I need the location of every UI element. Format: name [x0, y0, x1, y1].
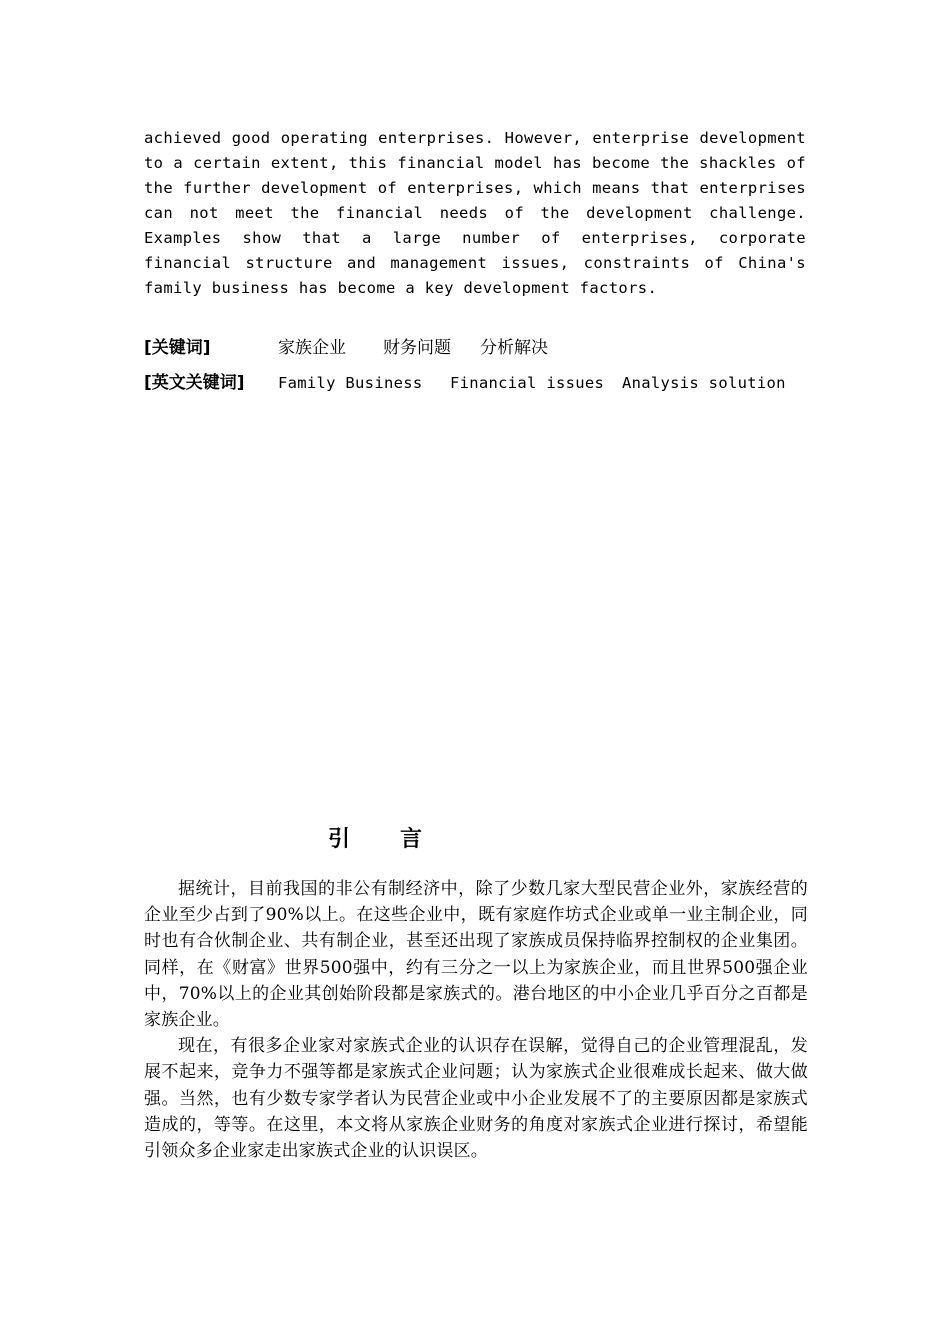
keywords-cn-label: [关键词]: [144, 338, 211, 358]
introduction-body: [144, 876, 808, 1164]
introduction-title: 引言: [328, 827, 473, 852]
keyword-en-item: Financial issues: [450, 374, 605, 392]
introduction-paragraph: 据统计，目前我国的非公有制经济中，除了少数几家大型民营企业外，家族经营的企业至少占到了90%以上。在这些企业中，既有家庭作坊式企业或单一业主制企业，同时也有合伙制企业、共有制企业，甚至还出现了家族成员保持临界控制权的企业集团。同样，在《财富》世界500强中，约有三分之一以上为家族企业，而且世界500强企业中，70%以上的企业其创始阶段都是家族式的。港台地区的中小企业几乎百分之百都是家族企业。: [144, 879, 808, 1031]
keywords-en-row: [144, 370, 844, 396]
keyword-cn-item: 家族企业: [278, 338, 346, 358]
keyword-cn-item: 分析解决: [480, 338, 548, 358]
keyword-cn-item: 财务问题: [383, 338, 451, 358]
keywords-en-label: [英文关键词]: [144, 373, 245, 393]
introduction-paragraph: 现在，有很多企业家对家族式企业的认识存在误解，觉得自己的企业管理混乱，发展不起来，竞争力不强等都是家族式企业问题；认为家族式企业很难成长起来、做大做强。当然，也有少数专家学者认为民营企业或中小企业发展不了的主要原因都是家族式造成的，等等。在这里，本文将从家族企业财务的角度对家族式企业进行探讨，希望能引领众多企业家走出家族式企业的认识误区。: [144, 1036, 808, 1162]
keywords-cn-row: [144, 335, 844, 361]
keyword-en-item: Analysis solution: [622, 374, 786, 392]
english-abstract-text: achieved good operating enterprises. However, enterprise development to a certain extent, this financial model has become the shackles of the further development of enterprises, which means that enterprises can not meet the financial needs of the development challenge. Examples show that a large number of enterprises, corporate financial structure and management issues, constraints of China's family business has become a key development factors.: [144, 129, 806, 297]
keyword-en-item: Family Business: [278, 374, 423, 392]
